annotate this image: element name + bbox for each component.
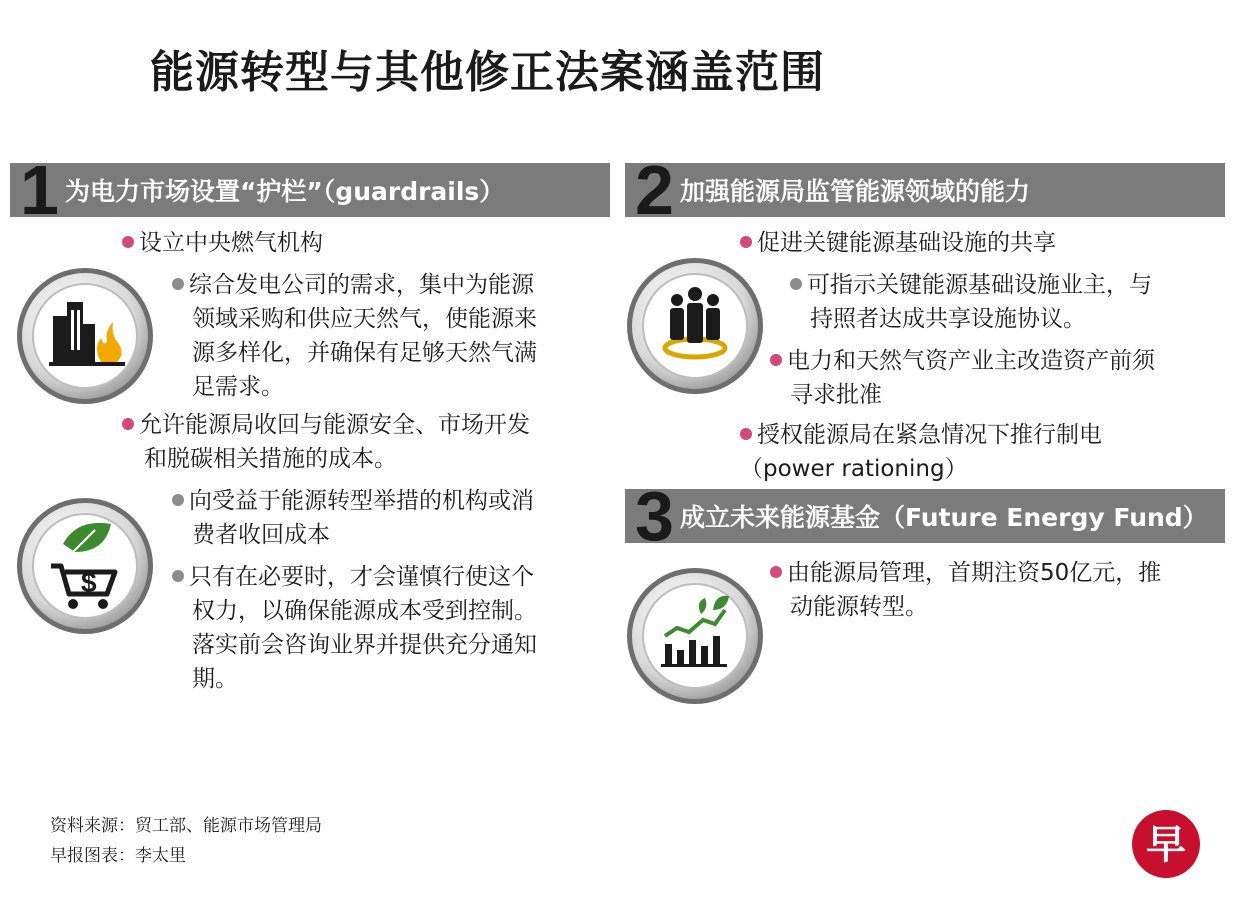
s2-b3-l0: 授权能源局在紧急情况下推行制电 [757, 422, 1102, 448]
s1-b2-sub2-l2: 落实前会咨询业界并提供充分通知 [192, 632, 537, 658]
people-group-icon [625, 256, 765, 396]
section-1-number: 1 [20, 163, 57, 217]
s3-b1-l1: 动能源转型。 [790, 594, 928, 620]
bullet-dot [740, 236, 752, 248]
s3-bullet-1 [770, 556, 1161, 624]
bullet-dot [790, 278, 802, 290]
s2-bullet-1 [740, 226, 1056, 260]
s2-b2-l1: 寻求批准 [790, 382, 882, 408]
s1-bullet-2 [122, 408, 530, 476]
s2-bullet-2 [770, 344, 1155, 412]
s1-b1-sub-l2: 源多样化，并确保有足够天然气满 [192, 340, 537, 366]
s1-bullet-1 [122, 226, 323, 260]
s2-b1-sub-l1: 持照者达成共享设施协议。 [810, 306, 1086, 332]
bullet-dot [770, 354, 782, 366]
s1-b1-sub-l0: 综合发电公司的需求，集中为能源 [189, 272, 534, 298]
s3-b1-l0: 由能源局管理，首期注资50亿元，推 [787, 560, 1162, 586]
s2-bullet-1-sub [790, 268, 1152, 336]
s2-bullet-3 [740, 418, 1102, 486]
s1-b2-sub2-l3: 期。 [192, 666, 238, 692]
s1-b1-sub-l1: 领域采购和供应天然气，使能源来 [192, 306, 537, 332]
bullet-dot [122, 236, 134, 248]
s1-b2-sub1-l0: 向受益于能源转型举措的机构或消 [189, 488, 534, 514]
s1-b2-l1: 和脱碳相关措施的成本。 [144, 446, 397, 472]
s1-b2-sub2-l1: 权力，以确保能源成本受到控制。 [192, 598, 537, 624]
factory-fire-icon [15, 266, 155, 406]
bullet-dot [122, 418, 134, 430]
s1-b1-text: 设立中央燃气机构 [139, 230, 323, 256]
s2-b1-text: 促进关键能源基础设施的共享 [757, 230, 1056, 256]
logo-char: 早 [1146, 822, 1186, 868]
s1-b2-l0: 允许能源局收回与能源安全、市场开发 [139, 412, 530, 438]
s1-b2-sub1-l1: 费者收回成本 [192, 522, 330, 548]
bullet-dot [740, 428, 752, 440]
bullet-dot [172, 278, 184, 290]
s1-bullet-2-sub-1 [172, 484, 534, 552]
plant-cart-icon [15, 496, 155, 636]
section-2-heading: 加强能源局监管能源领域的能力 [679, 177, 1030, 206]
section-2-header [625, 163, 1225, 217]
growth-chart-icon [625, 566, 765, 706]
s2-b2-l0: 电力和天然气资产业主改造资产前须 [787, 348, 1155, 374]
s1-bullet-2-sub-2 [172, 560, 537, 696]
svg-text:$: $ [81, 567, 97, 598]
section-3-number: 3 [635, 489, 672, 543]
section-1-heading: 为电力市场设置“护栏”（guardrails） [64, 177, 505, 206]
s1-b1-sub-l3: 足需求。 [192, 374, 284, 400]
bullet-dot [770, 566, 782, 578]
bullet-dot [172, 494, 184, 506]
bullet-dot [172, 570, 184, 582]
page-title: 能源转型与其他修正法案涵盖范围 [150, 47, 825, 98]
zaobao-logo [1130, 808, 1202, 880]
section-3-heading: 成立未来能源基金（Future Energy Fund） [679, 503, 1208, 532]
s2-b1-sub-l0: 可指示关键能源基础设施业主，与 [807, 272, 1152, 298]
section-2-number: 2 [635, 163, 672, 217]
s2-b3-l1: （power rationing） [740, 456, 968, 482]
s1-bullet-1-sub [172, 268, 537, 404]
s1-b2-sub2-l0: 只有在必要时，才会谨慎行使这个 [189, 564, 534, 590]
section-3-header [625, 489, 1225, 543]
section-1-header [10, 163, 610, 217]
credit-note: 早报图表：李太里 [50, 846, 186, 866]
source-note: 资料来源：贸工部、能源市场管理局 [50, 816, 322, 836]
